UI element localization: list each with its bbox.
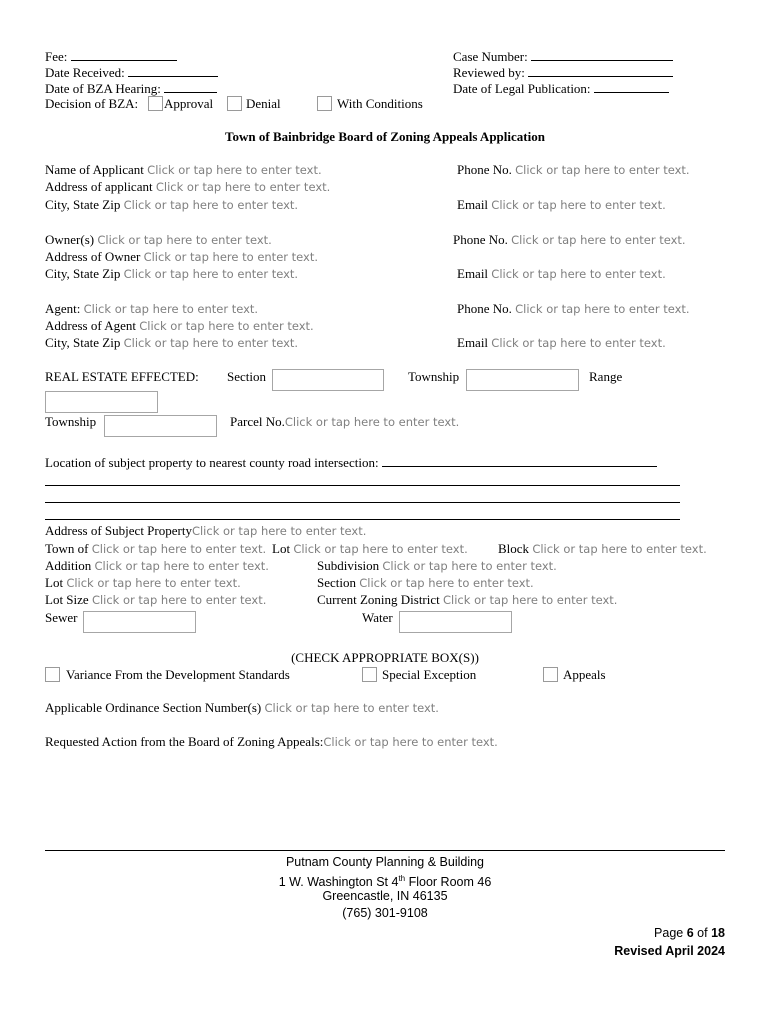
applicant-city-row [45, 197, 298, 213]
owner-phone-row [453, 232, 686, 248]
owner-phone-label: Phone No. [453, 232, 508, 247]
water-input[interactable] [399, 611, 512, 633]
zoning-field[interactable]: Click or tap here to enter text. [443, 593, 618, 607]
with-conditions-label: With Conditions [337, 96, 423, 111]
addition-field[interactable]: Click or tap here to enter text. [94, 559, 269, 573]
decision-row [45, 96, 138, 112]
agent-name-row [45, 301, 258, 317]
date-received-row [45, 64, 218, 81]
lot2-label: Lot [45, 575, 64, 590]
applicant-city-field[interactable]: Click or tap here to enter text. [123, 198, 299, 212]
approval-label: Approval [164, 96, 214, 111]
fee-blank [71, 48, 177, 61]
requested-row [45, 734, 498, 750]
sewer-label: Sewer [45, 610, 78, 625]
owner-name-label: Owner(s) [45, 232, 95, 247]
page-title: Town of Bainbridge Board of Zoning Appeals Application [225, 129, 545, 144]
with-conditions-checkbox[interactable] [317, 96, 332, 111]
owner-name-row [45, 232, 272, 248]
agent-phone-row [457, 301, 690, 317]
applicant-name-row [45, 162, 322, 178]
town-field[interactable]: Click or tap here to enter text. [91, 542, 267, 556]
check-heading: (CHECK APPROPRIATE BOX(S)) [291, 650, 479, 665]
owner-city-label: City, State Zip [45, 266, 121, 281]
agent-phone-field[interactable]: Click or tap here to enter text. [515, 302, 690, 316]
township2-label: Township [45, 414, 97, 429]
applicant-name-field[interactable]: Click or tap here to enter text. [147, 163, 322, 177]
agent-email-field[interactable]: Click or tap here to enter text. [491, 336, 666, 350]
lot-field[interactable]: Click or tap here to enter text. [293, 542, 468, 556]
lot2-row [45, 575, 241, 591]
approval-checkbox[interactable] [148, 96, 163, 111]
location-line-1 [45, 485, 680, 486]
legal-publication-label: Date of Legal Publication: [453, 81, 591, 96]
block-field[interactable]: Click or tap here to enter text. [532, 542, 707, 556]
footer-address-sup: th [398, 874, 406, 883]
township-input[interactable] [466, 369, 579, 391]
applicant-city-label: City, State Zip [45, 197, 121, 212]
denial-label: Denial [246, 96, 281, 111]
applicant-address-field[interactable]: Click or tap here to enter text. [155, 180, 331, 194]
parcel-row [230, 414, 459, 430]
water-label: Water [362, 610, 393, 625]
property-section-field[interactable]: Click or tap here to enter text. [359, 576, 534, 590]
subdivision-label: Subdivision [317, 558, 380, 573]
legal-publication-row [453, 80, 669, 97]
date-received-blank [128, 64, 218, 77]
special-exception-checkbox[interactable] [362, 667, 377, 682]
real-estate-label: REAL ESTATE EFFECTED: [45, 369, 199, 384]
lot-size-label: Lot Size [45, 592, 89, 607]
township2-input[interactable] [104, 415, 217, 437]
lot-size-row [45, 592, 266, 608]
ordinance-label: Applicable Ordinance Section Number(s) [45, 700, 262, 715]
denial-checkbox[interactable] [227, 96, 242, 111]
block-label: Block [498, 541, 530, 556]
decision-label: Decision of BZA: [45, 96, 139, 111]
subject-address-field[interactable]: Click or tap here to enter text. [191, 524, 367, 538]
footer-address-street: 1 W. Washington St 4 [278, 875, 399, 890]
location-label: Location of subject property to nearest county road intersection: [45, 455, 379, 470]
applicant-email-label: Email [457, 197, 489, 212]
agent-address-row [45, 318, 314, 334]
agent-phone-label: Phone No. [457, 301, 512, 316]
footer-org: Putnam County Planning & Building [285, 855, 485, 869]
lot2-field[interactable]: Click or tap here to enter text. [66, 576, 241, 590]
footer-phone: (765) 301-9108 [342, 906, 428, 920]
town-row [45, 541, 266, 557]
date-hearing-blank [164, 80, 217, 93]
subject-address-row [45, 523, 366, 539]
subject-address-label: Address of Subject Property [45, 523, 192, 538]
parcel-label: Parcel No. [230, 414, 285, 429]
applicant-phone-label: Phone No. [457, 162, 512, 177]
legal-publication-blank [594, 80, 669, 93]
agent-city-row [45, 335, 298, 351]
appeals-label: Appeals [563, 667, 606, 682]
lot-row [272, 541, 468, 557]
range-label: Range [589, 369, 623, 384]
agent-address-label: Address of Agent [45, 318, 136, 333]
case-number-row [453, 48, 673, 65]
range-input[interactable] [45, 391, 158, 413]
location-line-2 [45, 502, 680, 503]
addition-label: Addition [45, 558, 92, 573]
agent-email-label: Email [457, 335, 489, 350]
section-input[interactable] [272, 369, 384, 391]
block-row [498, 541, 707, 557]
owner-address-label: Address of Owner [45, 249, 141, 264]
requested-label: Requested Action from the Board of Zoning Appeals: [45, 734, 324, 749]
applicant-email-row [457, 197, 666, 213]
case-number-label: Case Number: [453, 49, 528, 64]
subdivision-row [317, 558, 557, 574]
applicant-address-label: Address of applicant [45, 179, 153, 194]
location-line-3 [45, 519, 680, 520]
applicant-phone-field[interactable]: Click or tap here to enter text. [515, 163, 690, 177]
applicant-address-row [45, 179, 330, 195]
owner-email-label: Email [457, 266, 489, 281]
footer-city: Greencastle, IN 46135 [322, 889, 448, 903]
owner-phone-field[interactable]: Click or tap here to enter text. [511, 233, 686, 247]
owner-email-field[interactable]: Click or tap here to enter text. [491, 267, 666, 281]
agent-name-field[interactable]: Click or tap here to enter text. [83, 302, 259, 316]
reviewed-by-blank [528, 64, 673, 77]
page-current: 6 [686, 926, 694, 940]
property-section-row [317, 575, 534, 591]
location-blank [382, 454, 657, 467]
applicant-email-field[interactable]: Click or tap here to enter text. [491, 198, 666, 212]
appeals-checkbox[interactable] [543, 667, 558, 682]
case-number-blank [531, 48, 673, 61]
zoning-row [317, 592, 617, 608]
ordinance-row [45, 700, 439, 716]
town-label: Town of [45, 541, 89, 556]
reviewed-by-label: Reviewed by: [453, 65, 525, 80]
variance-label: Variance From the Development Standards [66, 667, 290, 682]
revised-date: Revised April 2024 [614, 944, 725, 958]
agent-city-label: City, State Zip [45, 335, 121, 350]
subdivision-field[interactable]: Click or tap here to enter text. [382, 559, 557, 573]
location-row [45, 454, 657, 471]
reviewed-by-row [453, 64, 673, 81]
footer-address-floor: Floor Room 46 [405, 875, 492, 890]
owner-city-field[interactable]: Click or tap here to enter text. [123, 267, 299, 281]
page-word: Page [654, 926, 684, 940]
township-label: Township [408, 369, 460, 384]
agent-email-row [457, 335, 666, 351]
page-total: 18 [711, 926, 725, 940]
owner-address-row [45, 249, 318, 265]
owner-name-field[interactable]: Click or tap here to enter text. [97, 233, 272, 247]
agent-address-field[interactable]: Click or tap here to enter text. [139, 319, 314, 333]
lot-size-field[interactable]: Click or tap here to enter text. [91, 593, 267, 607]
date-hearing-row [45, 80, 217, 97]
special-exception-label: Special Exception [382, 667, 477, 682]
agent-name-label: Agent: [45, 301, 81, 316]
page-number [654, 925, 725, 941]
date-hearing-label: Date of BZA Hearing: [45, 81, 161, 96]
zoning-label: Current Zoning District [317, 592, 440, 607]
applicant-name-label: Name of Applicant [45, 162, 144, 177]
owner-address-field[interactable]: Click or tap here to enter text. [143, 250, 319, 264]
fee-row [45, 48, 177, 65]
owner-city-row [45, 266, 298, 282]
date-received-label: Date Received: [45, 65, 125, 80]
lot-label: Lot [272, 541, 291, 556]
variance-checkbox[interactable] [45, 667, 60, 682]
parcel-field[interactable]: Click or tap here to enter text. [284, 415, 460, 429]
ordinance-field[interactable]: Click or tap here to enter text. [264, 701, 439, 715]
agent-city-field[interactable]: Click or tap here to enter text. [123, 336, 299, 350]
property-section-label: Section [317, 575, 356, 590]
requested-field[interactable]: Click or tap here to enter text. [323, 735, 498, 749]
applicant-phone-row [457, 162, 690, 178]
of-word: of [697, 926, 708, 940]
section-label: Section [227, 369, 266, 384]
sewer-input[interactable] [83, 611, 196, 633]
footer-divider [45, 850, 725, 851]
owner-email-row [457, 266, 666, 282]
fee-label: Fee: [45, 49, 68, 64]
addition-row [45, 558, 269, 574]
